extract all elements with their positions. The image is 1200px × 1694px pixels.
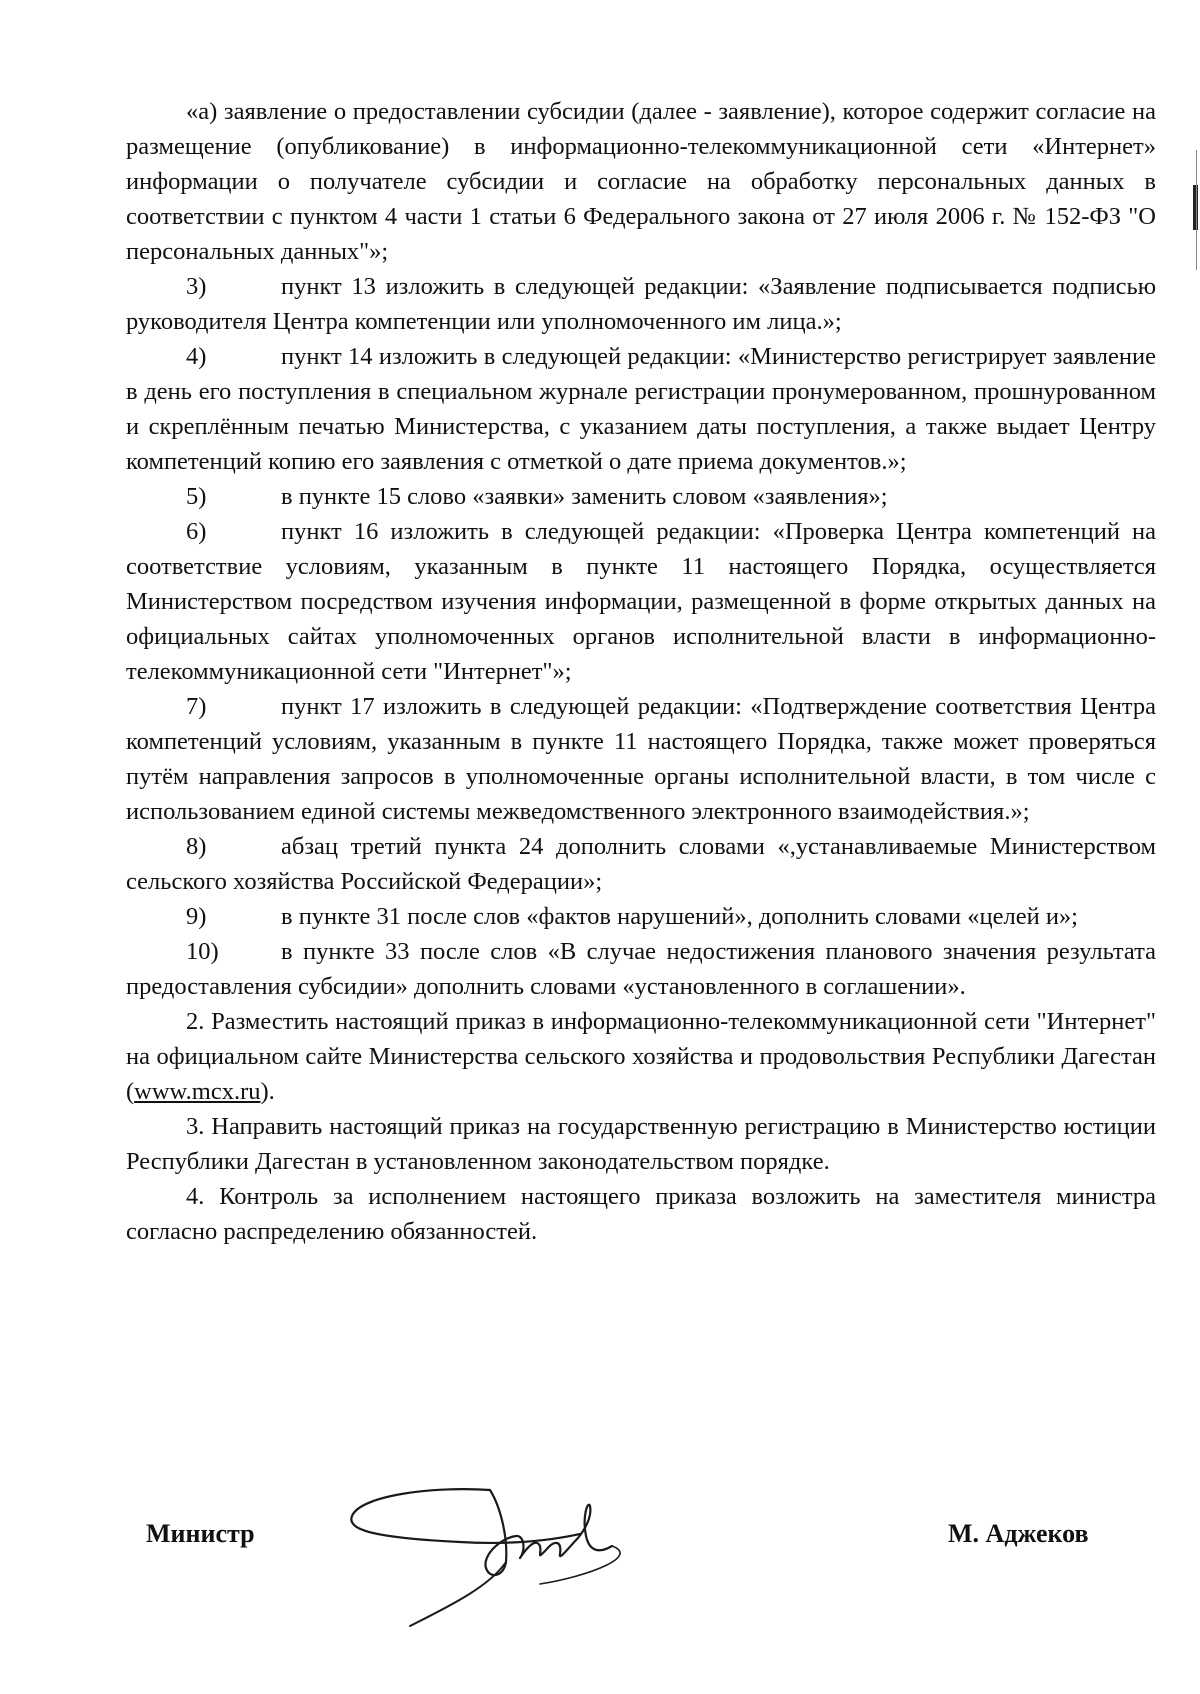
- list-item-text: в пункте 15 слово «заявки» заменить словом «заявления»;: [281, 483, 888, 510]
- list-item-text: абзац третий пункта 24 дополнить словами «,устанавливаемые Министерством сельского хозяйства Российской Федерации»;: [126, 833, 1156, 895]
- list-item-number: 10): [186, 938, 219, 965]
- paragraph-2: [126, 1004, 1156, 1109]
- list-item-number: 6): [186, 518, 207, 545]
- scan-edge-mark-icon: [1190, 150, 1200, 270]
- list-item-3: [126, 269, 1156, 339]
- paragraph-2-text: 2. Разместить настоящий приказ в информационно-телекоммуникационной сети "Интернет" на официальном сайте Министерства сельского хозяйства и продовольствия Республики Дагестан (: [126, 1008, 1156, 1105]
- list-item-7: [126, 689, 1156, 829]
- list-item-8: [126, 829, 1156, 899]
- signatory-name: М. Аджеков: [948, 1519, 1089, 1548]
- list-item-text: пункт 16 изложить в следующей редакции: «Проверка Центра компетенций на соответствие условиям, указанным в пункте 11 настоящего Порядка, осуществляется Министерством посредством изучения информации, размещенной в форме открытых данных на официальных сайтах уполномоченных органов исполнительной власти в информационно-телекоммуникационной сети "Интернет"»;: [126, 518, 1156, 685]
- paragraph-item-a: «а) заявление о предоставлении субсидии (далее - заявление), которое содержит согласие на размещение (опубликование) в информационно-телекоммуникационной сети «Интернет» информации о получателе субсидии и согласие на обработку персональных данных в соответствии с пунктом 4 части 1 статьи 6 Федерального закона от 27 июля 2006 г. № 152-ФЗ "О персональных данных"»;: [126, 98, 1156, 265]
- list-item-number: 7): [186, 693, 207, 720]
- document-body: [126, 94, 1156, 1249]
- paragraph-3: 3. Направить настоящий приказ на государственную регистрацию в Министерство юстиции Республики Дагестан в установленном законодательством порядке.: [126, 1113, 1156, 1175]
- list-item-6: [126, 514, 1156, 689]
- list-item-number: 3): [186, 273, 207, 300]
- paragraph-4: 4. Контроль за исполнением настоящего приказа возложить на заместителя министра согласно распределению обязанностей.: [126, 1183, 1156, 1245]
- handwritten-signature-icon: [340, 1476, 680, 1646]
- list-item-number: 4): [186, 343, 207, 370]
- list-item-text: пункт 17 изложить в следующей редакции: «Подтверждение соответствия Центра компетенций условиям, указанным в пункте 11 настоящего Порядка, также может проверяться путём направления запросов в уполномоченные органы исполнительной власти, в том числе с использованием единой системы межведомственного электронного взаимодействия.»;: [126, 693, 1156, 825]
- list-item-number: 8): [186, 833, 207, 860]
- list-item-5: [126, 479, 1156, 514]
- list-item-text: пункт 14 изложить в следующей редакции: «Министерство регистрирует заявление в день его поступления в специальном журнале регистрации пронумерованном, прошнурованном и скреплённым печатью Министерства, с указанием даты поступления, а также выдает Центру компетенций копию его заявления с отметкой о дате приема документов.»;: [126, 343, 1156, 475]
- list-item-10: [126, 934, 1156, 1004]
- list-item-number: 5): [186, 483, 207, 510]
- list-item-text: в пункте 33 после слов «В случае недостижения планового значения результата предоставления субсидии» дополнить словами «установленного в соглашении».: [126, 938, 1156, 1000]
- list-item-text: пункт 13 изложить в следующей редакции: «Заявление подписывается подписью руководителя Центра компетенции или уполномоченного им лица.»;: [126, 273, 1156, 335]
- list-item-number: 9): [186, 903, 207, 930]
- paragraph-2-end: ).: [260, 1078, 275, 1105]
- list-item-text: в пункте 31 после слов «фактов нарушений», дополнить словами «целей и»;: [281, 903, 1078, 930]
- signatory-title: Министр: [146, 1519, 255, 1548]
- list-item-4: [126, 339, 1156, 479]
- list-item-9: [126, 899, 1156, 934]
- website-link[interactable]: www.mcx.ru: [134, 1078, 261, 1105]
